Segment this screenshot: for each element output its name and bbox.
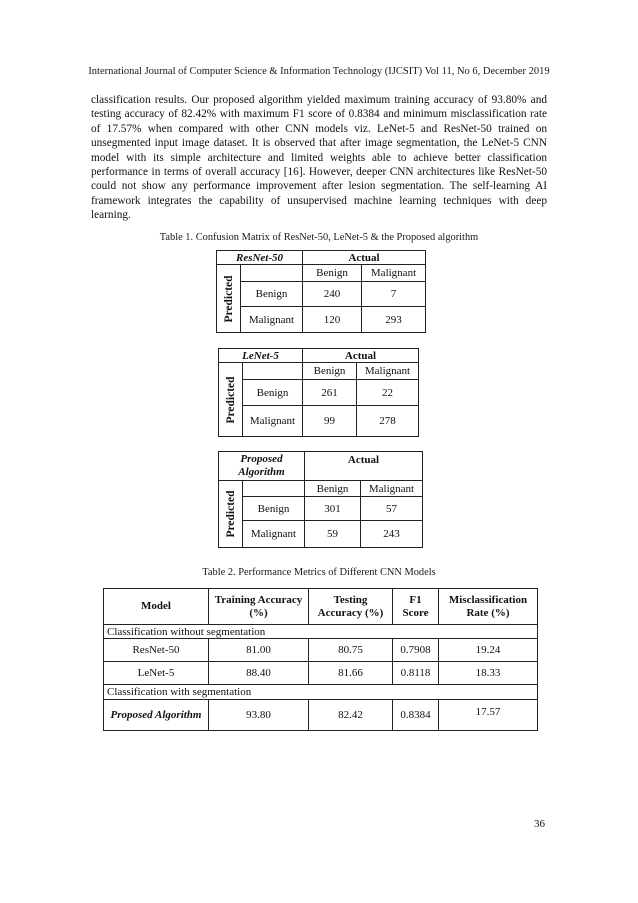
col-header-malignant: Malignant	[362, 265, 426, 282]
cell-benign-malignant: 22	[357, 380, 419, 406]
actual-label: Actual	[305, 452, 423, 481]
cell-benign-benign: 261	[303, 380, 357, 406]
cell-f1: 0.8118	[393, 662, 439, 685]
col-header-malignant: Malignant	[361, 481, 423, 497]
empty-cell	[241, 265, 303, 282]
actual-label: Actual	[303, 251, 426, 265]
header-misclassification-rate: Misclassification Rate (%)	[439, 589, 538, 625]
header-model: Model	[104, 589, 209, 625]
section-without-segmentation: Classification without segmentation	[104, 625, 538, 639]
cell-training: 81.00	[209, 639, 309, 662]
cell-malignant-benign: 99	[303, 406, 357, 437]
cell-benign-benign: 240	[303, 282, 362, 307]
table-row	[104, 700, 538, 731]
confusion-matrix-lenet5	[218, 348, 419, 437]
predicted-label: Predicted	[219, 363, 243, 437]
cell-misclass: 19.24	[439, 639, 538, 662]
header-testing-accuracy: Testing Accuracy (%)	[309, 589, 393, 625]
empty-cell	[243, 481, 305, 497]
cell-f1: 0.8384	[393, 700, 439, 731]
cell-model: LeNet-5	[104, 662, 209, 685]
table1-caption: Table 1. Confusion Matrix of ResNet-50, LeNet-5 & the Proposed algorithm	[159, 232, 479, 243]
row-header-malignant: Malignant	[241, 307, 303, 333]
body-paragraph: classification results. Our proposed algorithm yielded maximum training accuracy of 93.80% and testing accuracy of 82.42% with maximum F1 score of 0.8384 and minimum misclassification rate of 17.57% when compared with other CNN models viz. LeNet-5 and ResNet-50 trained on unsegmented input image dataset. It is observed that after image segmentation, the LeNet-5 CNN model with its simple architecture and limited weights able to achieve better classification performance in terms of overall accuracy [16]. However, deeper CNN architectures like ResNet-50 could not show any performance improvement after lesion segmentation. The self-learning AI framework integrates the capability of unsupervised machine learning techniques with deep learning.	[91, 94, 547, 222]
cell-malignant-malignant: 293	[362, 307, 426, 333]
predicted-label: Predicted	[217, 265, 241, 333]
cell-malignant-benign: 59	[305, 521, 361, 548]
performance-metrics-table	[103, 588, 538, 731]
row-header-benign: Benign	[241, 282, 303, 307]
cell-misclass: 18.33	[439, 662, 538, 685]
header-f1-score: F1 Score	[393, 589, 439, 625]
row-header-benign: Benign	[243, 497, 305, 521]
col-header-malignant: Malignant	[357, 363, 419, 380]
table2-caption: Table 2. Performance Metrics of Different CNN Models	[202, 567, 436, 578]
cell-training: 93.80	[209, 700, 309, 731]
cell-testing: 80.75	[309, 639, 393, 662]
confusion-matrix-resnet50	[216, 250, 426, 333]
matrix-title: ResNet-50	[217, 251, 303, 265]
matrix-title: Proposed Algorithm	[219, 452, 305, 481]
header-training-accuracy: Training Accuracy (%)	[209, 589, 309, 625]
row-header-malignant: Malignant	[243, 406, 303, 437]
cell-benign-benign: 301	[305, 497, 361, 521]
predicted-label: Predicted	[219, 481, 243, 548]
cell-misclass: 17.57	[439, 700, 538, 731]
table-row	[104, 639, 538, 662]
page-number: 36	[534, 818, 545, 830]
confusion-matrix-proposed	[218, 451, 423, 548]
cell-benign-malignant: 7	[362, 282, 426, 307]
col-header-benign: Benign	[303, 265, 362, 282]
matrix-title: LeNet-5	[219, 349, 303, 363]
cell-f1: 0.7908	[393, 639, 439, 662]
cell-training: 88.40	[209, 662, 309, 685]
row-header-benign: Benign	[243, 380, 303, 406]
col-header-benign: Benign	[305, 481, 361, 497]
actual-label: Actual	[303, 349, 419, 363]
section-with-segmentation: Classification with segmentation	[104, 685, 538, 700]
cell-testing: 82.42	[309, 700, 393, 731]
cell-malignant-benign: 120	[303, 307, 362, 333]
cell-model: ResNet-50	[104, 639, 209, 662]
cell-malignant-malignant: 243	[361, 521, 423, 548]
cell-testing: 81.66	[309, 662, 393, 685]
empty-cell	[243, 363, 303, 380]
cell-benign-malignant: 57	[361, 497, 423, 521]
table-row	[104, 662, 538, 685]
journal-header: International Journal of Computer Science & Information Technology (IJCSIT) Vol 11, No 6, December 2019	[88, 66, 550, 77]
col-header-benign: Benign	[303, 363, 357, 380]
row-header-malignant: Malignant	[243, 521, 305, 548]
cell-model: Proposed Algorithm	[104, 700, 209, 731]
cell-malignant-malignant: 278	[357, 406, 419, 437]
